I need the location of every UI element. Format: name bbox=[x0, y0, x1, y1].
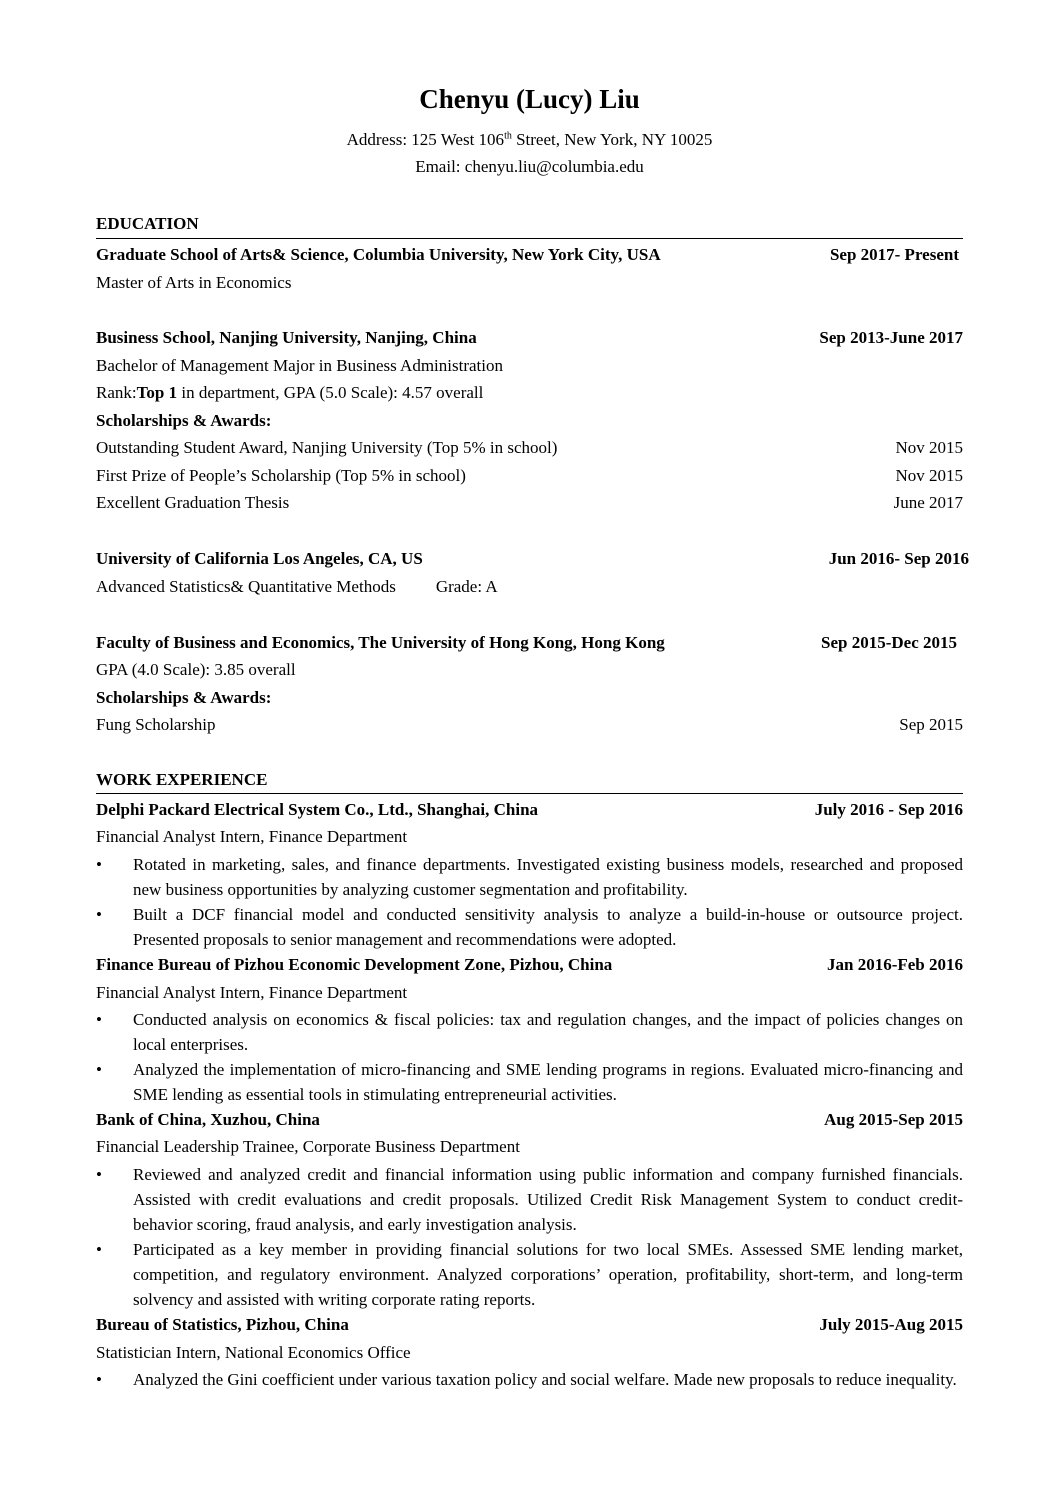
education-entry-header bbox=[96, 549, 969, 569]
date-range: July 2015-Aug 2015 bbox=[819, 1315, 963, 1334]
school-name: Faculty of Business and Economics, The University of Hong Kong, Hong Kong bbox=[96, 633, 665, 652]
bullet-item: • Built a DCF financial model and conducted sensitivity analysis to analyze a build-in-house or outsource project. Presented proposals to senior management and recommendations were adopted. bbox=[96, 902, 963, 952]
work-entry-header bbox=[96, 955, 963, 975]
award-item: Outstanding Student Award, Nanjing University (Top 5% in school) Nov 2015 bbox=[96, 438, 963, 457]
bullet-icon: • bbox=[96, 1240, 102, 1259]
date-range: Sep 2015-Dec 2015 bbox=[821, 633, 957, 652]
date-range: July 2016 - Sep 2016 bbox=[814, 800, 963, 819]
bullet-item: • Conducted analysis on economics & fiscal policies: tax and regulation changes, and the impact of policies changes on local enterprises. bbox=[96, 1007, 963, 1057]
course: Advanced Statistics& Quantitative Methods Grade: A bbox=[96, 577, 498, 596]
email: Email: chenyu.liu@columbia.edu bbox=[415, 157, 644, 176]
awards-title: Scholarships & Awards: bbox=[96, 411, 272, 430]
bullet-item: • Reviewed and analyzed credit and financial information using public information and company furnished financials. Assisted with credit evaluations and credit proposals. Utilized Credit Risk Management System to conduct credit-behavior scoring, fraud analysis, and early investigation analysis. bbox=[96, 1162, 963, 1237]
date-range: Sep 2017- Present bbox=[829, 245, 959, 264]
gpa: GPA (4.0 Scale): 3.85 overall bbox=[96, 660, 296, 679]
award-item: Fung Scholarship Sep 2015 bbox=[96, 715, 963, 734]
job-role: Financial Analyst Intern, Finance Department bbox=[96, 827, 408, 846]
work-entry-header bbox=[96, 1110, 963, 1130]
award-item: Excellent Graduation Thesis June 2017 bbox=[96, 493, 963, 512]
date-range: Aug 2015-Sep 2015 bbox=[824, 1110, 963, 1129]
date-range: Sep 2013-June 2017 bbox=[819, 328, 963, 347]
bullet-icon: • bbox=[96, 905, 102, 924]
job-role: Financial Leadership Trainee, Corporate Business Department bbox=[96, 1137, 520, 1156]
work-entry-header bbox=[96, 800, 963, 820]
bullet-icon: • bbox=[96, 1165, 102, 1184]
awards-title: Scholarships & Awards: bbox=[96, 688, 272, 707]
section-title-work: WORK EXPERIENCE bbox=[96, 770, 268, 789]
section-title-education: EDUCATION bbox=[96, 214, 199, 233]
bullet-icon: • bbox=[96, 1370, 102, 1389]
section-divider bbox=[96, 238, 963, 239]
company-name: Finance Bureau of Pizhou Economic Development Zone, Pizhou, China bbox=[96, 955, 613, 974]
bullet-icon: • bbox=[96, 1060, 102, 1079]
award-item: First Prize of People’s Scholarship (Top 5% in school) Nov 2015 bbox=[96, 466, 963, 485]
candidate-name: Chenyu (Lucy) Liu bbox=[419, 84, 640, 114]
rank: Rank: Top 1 in department, GPA (5.0 Scale): 4.57 overall bbox=[96, 383, 484, 402]
bullet-item: • Rotated in marketing, sales, and finance departments. Investigated existing business models, researched and proposed new business opportunities by analyzing customer segmentation and profitability. bbox=[96, 852, 963, 902]
education-entry-header bbox=[96, 633, 963, 653]
date-range: Jun 2016- Sep 2016 bbox=[828, 549, 969, 568]
address: Address: 125 West 106th Street, New York, NY 10025 bbox=[346, 130, 713, 149]
date-range: Jan 2016-Feb 2016 bbox=[827, 955, 963, 974]
education-entry-header bbox=[96, 328, 963, 348]
bullet-item: • Analyzed the Gini coefficient under various taxation policy and social welfare. Made new proposals to reduce inequality. bbox=[96, 1367, 963, 1392]
degree: Bachelor of Management Major in Business Administration bbox=[96, 356, 503, 375]
company-name: Delphi Packard Electrical System Co., Ltd., Shanghai, China bbox=[96, 800, 539, 819]
bullet-icon: • bbox=[96, 1010, 102, 1029]
school-name: Graduate School of Arts& Science, Columbia University, New York City, USA bbox=[96, 245, 661, 264]
job-role: Statistician Intern, National Economics Office bbox=[96, 1343, 411, 1362]
degree: Master of Arts in Economics bbox=[96, 273, 292, 292]
work-entry-header bbox=[96, 1315, 963, 1335]
company-name: Bureau of Statistics, Pizhou, China bbox=[96, 1315, 349, 1334]
school-name: Business School, Nanjing University, Nanjing, China bbox=[96, 328, 477, 347]
bullet-item: • Participated as a key member in providing financial solutions for two local SMEs. Assessed SME lending market, competition, and regulatory environment. Analyzed corporations’ operation, profitability, short-term, and long-term solvency and assisted with writing corporate rating reports. bbox=[96, 1237, 963, 1312]
job-role: Financial Analyst Intern, Finance Department bbox=[96, 983, 408, 1002]
section-divider bbox=[96, 793, 963, 794]
education-entry-header bbox=[96, 245, 963, 265]
school-name: University of California Los Angeles, CA, US bbox=[96, 549, 423, 568]
bullet-item: • Analyzed the implementation of micro-financing and SME lending programs in regions. Evaluated micro-financing and SME lending as essential tools in stimulating entrepreneurial activities. bbox=[96, 1057, 963, 1107]
company-name: Bank of China, Xuzhou, China bbox=[96, 1110, 320, 1129]
bullet-icon: • bbox=[96, 855, 102, 874]
